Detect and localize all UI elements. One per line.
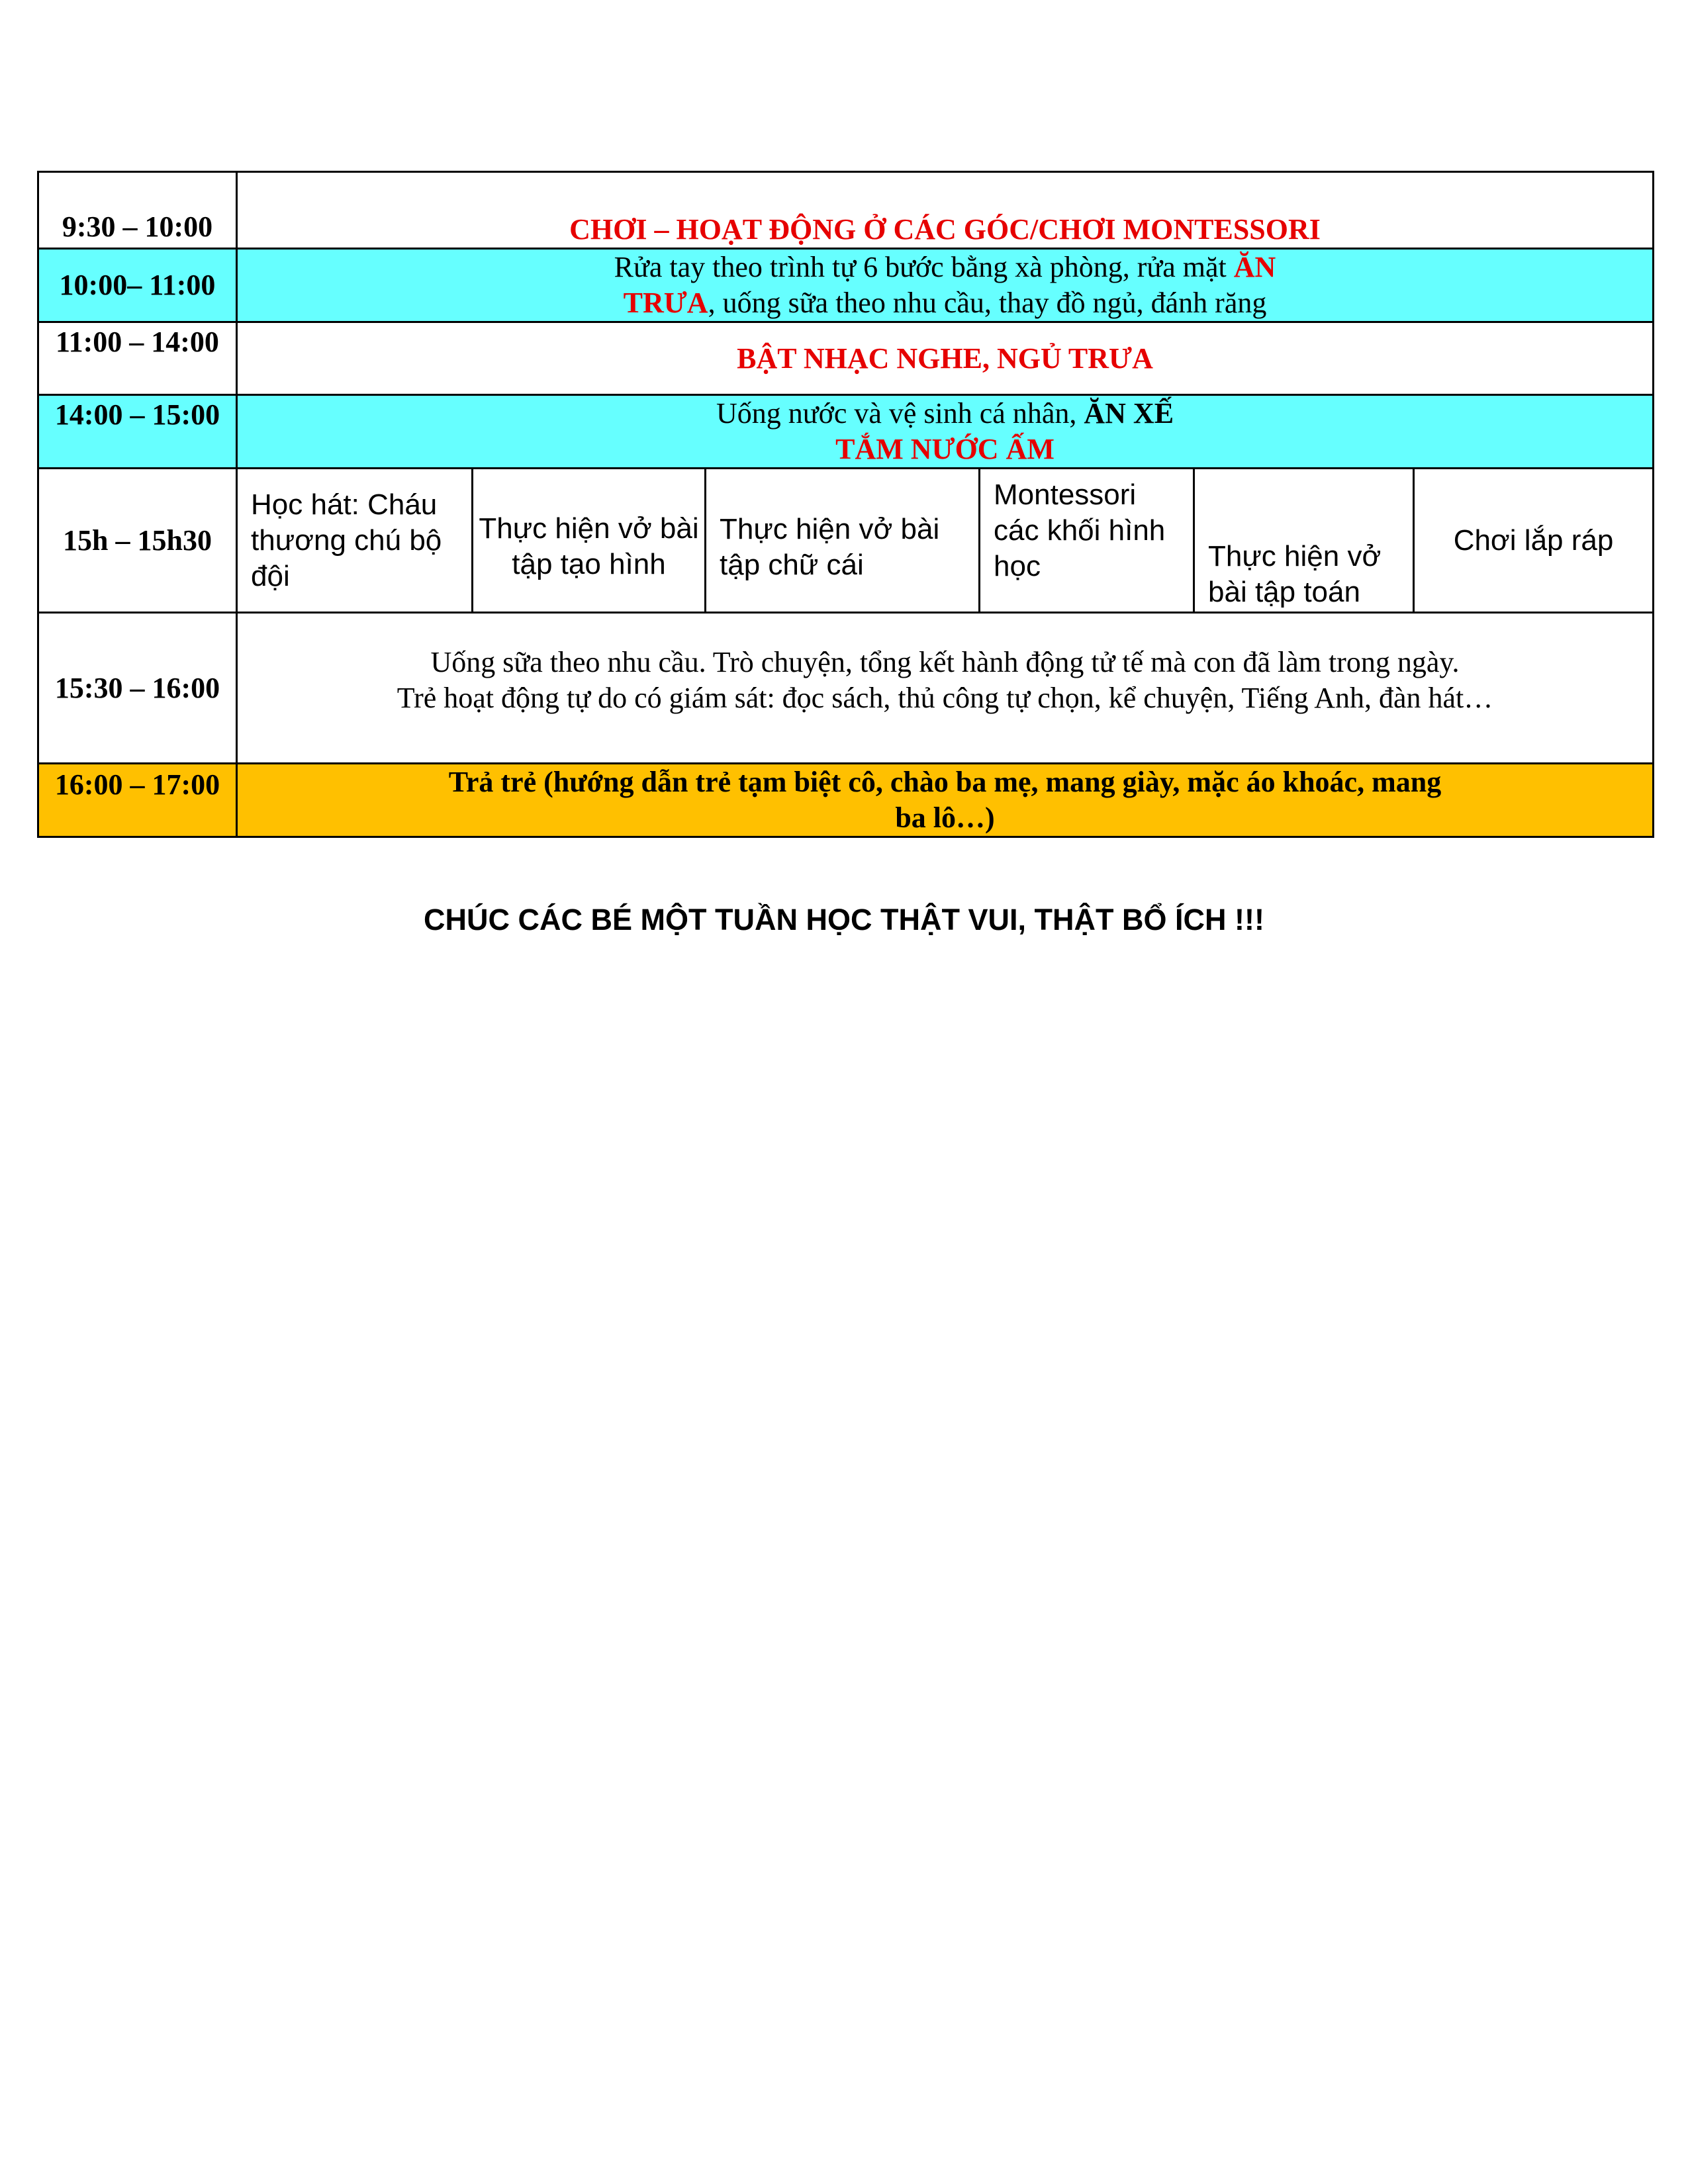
row-1500 [38,469,1654,613]
row-1530 [38,613,1654,764]
activity-text: ba lô…) [895,801,995,834]
activity-cell: BẬT NHẠC NGHE, NGỦ TRƯA [237,322,1654,395]
activity-highlight: ĂN XẾ [1084,397,1174,430]
activity-slot: Học hát: Cháu thương chú bộ đội [237,469,473,613]
activity-cell [237,249,1654,322]
row-1400 [38,395,1654,469]
activity-slot: Montessori các khối hình học [980,469,1194,613]
activity-slot: Thực hiện vở bài tập toán [1194,469,1414,613]
activity-cell [237,613,1654,764]
time-cell: 14:00 – 15:00 [38,395,237,469]
time-cell: 11:00 – 14:00 [38,322,237,395]
activity-text: Rửa tay theo trình tự 6 bước bằng xà phòng, rửa mặt [614,251,1234,283]
activity-text: Trẻ hoạt động tự do có giám sát: đọc sách, thủ công tự chọn, kể chuyện, Tiếng Anh, đàn hát… [397,681,1493,714]
schedule-table [37,171,1654,838]
activity-slot: Chơi lắp ráp [1414,469,1654,613]
activity-cell: CHƠI – HOẠT ĐỘNG Ở CÁC GÓC/CHƠI MONTESSORI [237,172,1654,249]
activity-slot: Thực hiện vở bài tập chữ cái [706,469,980,613]
time-cell: 9:30 – 10:00 [38,172,237,249]
activity-highlight: TẮM NƯỚC ẤM [835,433,1055,465]
activity-text: , uống sữa theo nhu cầu, thay đồ ngủ, đánh răng [708,287,1267,319]
time-cell: 16:00 – 17:00 [38,764,237,837]
activity-text: Uống sữa theo nhu cầu. Trò chuyện, tổng kết hành động tử tế mà con đã làm trong ngày. [430,645,1460,678]
activity-slot: Thực hiện vở bài tập tạo hình [473,469,706,613]
activity-text: Trả trẻ (hướng dẫn trẻ tạm biệt cô, chào ba mẹ, mang giày, mặc áo khoác, mang [448,766,1442,798]
time-cell: 15:30 – 16:00 [38,613,237,764]
activity-cell [237,395,1654,469]
activity-highlight: TRƯA [623,287,708,319]
row-0930 [38,172,1654,249]
closing-message: CHÚC CÁC BÉ MỘT TUẦN HỌC THẬT VUI, THẬT BỔ ÍCH !!! [424,903,1264,936]
row-1100 [38,322,1654,395]
activity-highlight: ĂN [1233,251,1276,283]
time-cell: 10:00– 11:00 [38,249,237,322]
row-1600 [38,764,1654,837]
row-1000 [38,249,1654,322]
activity-cell [237,764,1654,837]
time-cell: 15h – 15h30 [38,469,237,613]
activity-text: Uống nước và vệ sinh cá nhân, [716,397,1084,430]
